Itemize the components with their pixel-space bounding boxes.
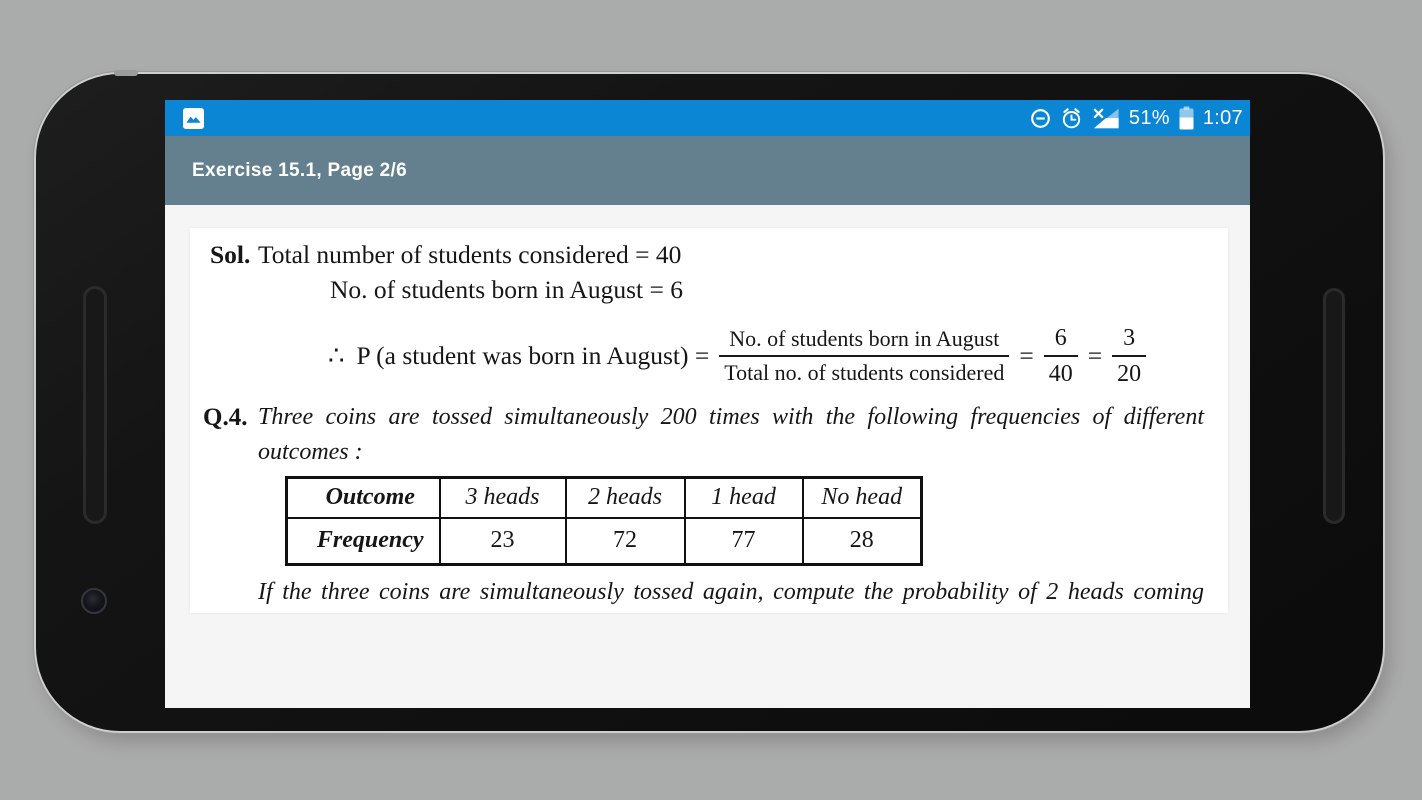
right-speaker-grille (1323, 288, 1345, 524)
status-bar-right-group (1030, 106, 1243, 130)
app-bar (165, 136, 1250, 205)
table-data-row (287, 518, 922, 565)
question-4-block (203, 400, 1204, 470)
question-4-continuation: If the three coins are simultaneously tossed again, compute the probability of 2 heads coming (258, 579, 1204, 605)
textbook-page[interactable] (190, 228, 1228, 613)
network-signal-x-icon (1092, 107, 1120, 130)
frequency-table (285, 476, 923, 566)
fraction-numerator: 6 (1044, 324, 1078, 357)
page-title: Exercise 15.1, Page 2/6 (192, 159, 407, 181)
phone-frame (36, 74, 1383, 731)
question-4-line-1: Three coins are tossed simultaneously 200 times with the following frequencies of different (258, 404, 1204, 430)
table-cell-no-head: No head (803, 478, 922, 518)
table-cell-frequency: Frequency (287, 518, 440, 565)
fraction-denominator: Total no. of students considered (724, 360, 1005, 386)
table-header-row (287, 478, 922, 518)
alarm-clock-icon (1060, 107, 1083, 130)
formula-main-fraction (719, 326, 1009, 386)
front-camera (81, 588, 107, 614)
fraction-denominator: 40 (1048, 361, 1073, 388)
do-not-disturb-icon (1030, 108, 1051, 129)
content-area (165, 205, 1250, 708)
phone-screen (165, 100, 1250, 708)
probability-formula (328, 324, 1146, 389)
table-cell-3-heads: 3 heads (440, 478, 566, 518)
solution-line-2: No. of students born in August = 6 (330, 275, 683, 304)
power-button (114, 70, 138, 76)
gallery-image-icon (183, 108, 204, 129)
table-cell-value: 28 (803, 518, 922, 565)
fraction-numerator: 3 (1112, 324, 1146, 357)
formula-lhs: P (a student was born in August) = (356, 341, 710, 371)
table-cell-1-head: 1 head (685, 478, 803, 518)
solution-line-1-text: Total number of students considered = 40 (258, 240, 682, 269)
table-cell-2-heads: 2 heads (566, 478, 685, 518)
left-speaker-grille (83, 286, 107, 524)
table-cell-value: 72 (566, 518, 685, 565)
fraction-numerator: No. of students born in August (719, 326, 1009, 357)
solution-label: Sol. (210, 240, 251, 269)
battery-icon (1179, 106, 1194, 130)
fraction-6-40 (1044, 324, 1078, 389)
fraction-3-20 (1112, 324, 1146, 389)
equals-sign: = (1019, 341, 1034, 371)
therefore-symbol: ∴ (328, 341, 345, 371)
question-4-label: Q.4. (203, 404, 248, 431)
table-cell-value: 23 (440, 518, 566, 565)
status-bar (165, 100, 1250, 136)
clock-text: 1:07 (1202, 106, 1243, 129)
fraction-denominator: 20 (1117, 361, 1142, 388)
battery-percent-text: 51% (1128, 106, 1170, 129)
table-cell-outcome: Outcome (287, 478, 440, 518)
question-4-line-2: outcomes : (258, 439, 363, 465)
table-cell-value: 77 (685, 518, 803, 565)
equals-sign: = (1087, 341, 1103, 371)
solution-line-1 (210, 240, 681, 270)
